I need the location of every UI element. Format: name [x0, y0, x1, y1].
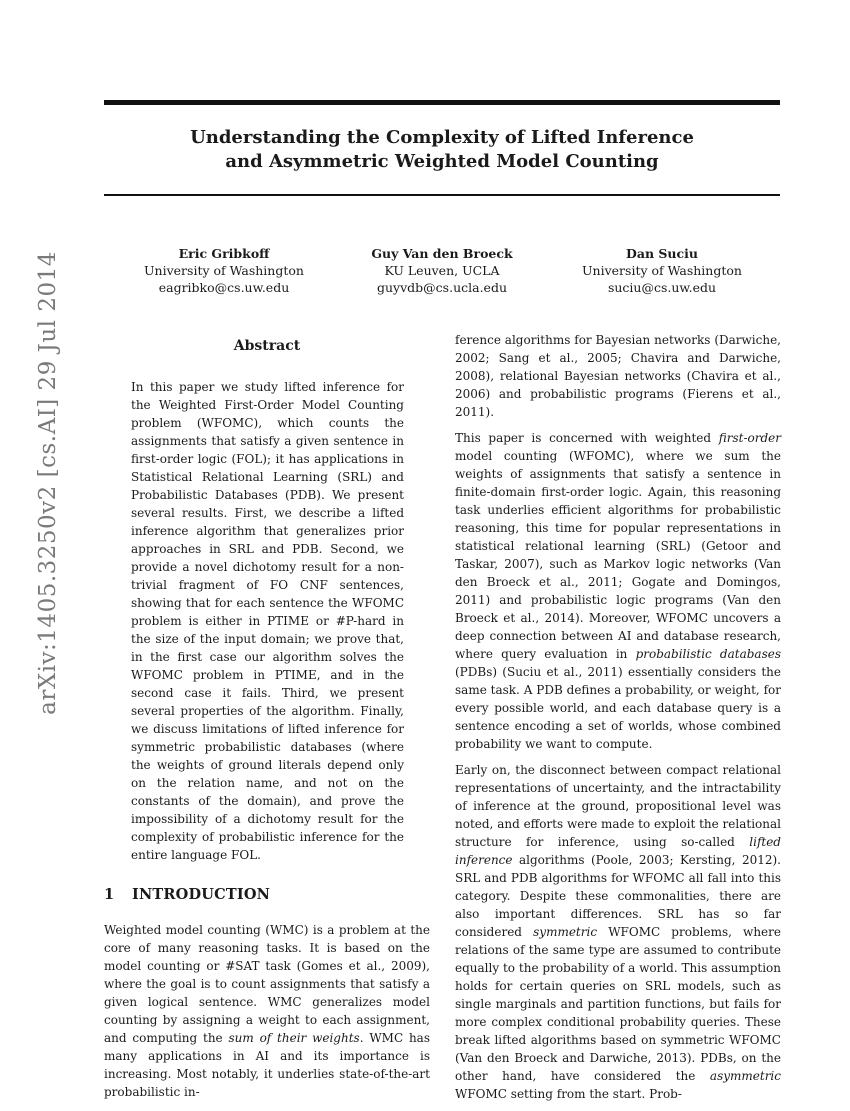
- section-heading-introduction: [104, 886, 430, 903]
- arxiv-id-text: arXiv:1405.3250v2 [cs.AI] 29 Jul 2014: [35, 251, 62, 715]
- author-affiliation: University of Washington: [144, 263, 304, 278]
- author-3: [547, 245, 777, 296]
- author-2: [327, 245, 557, 296]
- author-affiliation: University of Washington: [582, 263, 742, 278]
- arxiv-identifier-stamp: [28, 251, 68, 715]
- title-top-rule: [104, 100, 780, 105]
- author-email: guyvdb@cs.ucla.edu: [377, 280, 507, 295]
- intro-paragraph-1: Weighted model counting (WMC) is a problem at the core of many reasoning tasks. It is based on the model counting or #SAT task (Gomes et al., 2009), where the goal is to count assignments that satisfy a given logical sentence. WMC generalizes model counting by assigning a weight to each assignment, and computing the sum of their weights. WMC has many applications in AI and its importance is increasing. Most notably, it underlies state-of-the-art probabilistic in-: [104, 923, 430, 1099]
- right-column: [455, 331, 781, 1111]
- right-paragraph-0: ference algorithms for Bayesian networks (Darwiche, 2002; Sang et al., 2005; Chavira and Darwiche, 2008), relational Bayesian networks (Chavira et al., 2006) and probabilistic programs (Fierens et al., 2011).: [455, 333, 781, 419]
- author-name: Dan Suciu: [626, 246, 698, 261]
- author-email: eagribko@cs.uw.edu: [158, 280, 290, 295]
- author-name: Guy Van den Broeck: [371, 246, 513, 261]
- right-paragraph-1: This paper is concerned with weighted first-order model counting (WFOMC), where we sum the weights of assignments that satisfy a sentence in finite-domain first-order logic. Again, this reasoning task underlies efficient algorithms for probabilistic reasoning, this time for popular representations in statistical relational learning (SRL) (Getoor and Taskar, 2007), such as Markov logic networks (Van den Broeck et al., 2011; Gogate and Domingos, 2011) and probabilistic logic programs (Van den Broeck et al., 2014). Moreover, WFOMC uncovers a deep connection between AI and database research, where query evaluation in probabilistic databases (PDBs) (Suciu et al., 2011) essentially considers the same task. A PDB defines a probability, or weight, for every possible world, and each database query is a sentence encoding a set of worlds, whose combined probability we want to compute.: [455, 431, 782, 751]
- title-line-2: and Asymmetric Weighted Model Counting: [225, 151, 659, 172]
- section-title: INTRODUCTION: [132, 886, 271, 903]
- title-line-1: Understanding the Complexity of Lifted Inference: [190, 127, 694, 148]
- section-number: 1: [104, 886, 115, 903]
- paper-title: [104, 126, 780, 174]
- author-affiliation: KU Leuven, UCLA: [384, 263, 500, 278]
- author-1: [109, 245, 339, 296]
- right-paragraph-2: Early on, the disconnect between compact relational representations of uncertainty, and the intractability of inference at the ground, propositional level was noted, and efforts were made to exploit the relational structure for inference, using so-called lifted inference algorithms (Poole, 2003; Kersting, 2012). SRL and PDB algorithms for WFOMC all fall into this category. Despite these commonalities, there are also important differences. SRL has so far considered symmetric WFOMC problems, where relations of the same type are assumed to contribute equally to the probability of a world. This assumption holds for certain queries on SRL models, such as single marginals and partition functions, but fails for more complex conditional probability queries. These break lifted algorithms based on symmetric WFOMC (Van den Broeck and Darwiche, 2013). PDBs, on the other hand, have considered the asymmetric WFOMC setting from the start. Prob-: [455, 763, 781, 1101]
- author-name: Eric Gribkoff: [178, 246, 270, 261]
- left-column: [104, 338, 430, 1101]
- abstract-text: In this paper we study lifted inference for the Weighted First-Order Model Counting problem (WFOMC), which counts the assignments that satisfy a given sentence in first-order logic (FOL); it has applications in Statistical Relational Learning (SRL) and Probabilistic Databases (PDB). We present several results. First, we describe a lifted inference algorithm that generalizes prior approaches in SRL and PDB. Second, we provide a novel dichotomy result for a non-trivial fragment of FO CNF sentences, showing that for each sentence the WFOMC problem is either in PTIME or #P-hard in the size of the input domain; we prove that, in the first case our algorithm solves the WFOMC problem in PTIME, and in the second case it fails. Third, we present several properties of the algorithm. Finally, we discuss limitations of lifted inference for symmetric probabilistic databases (where the weights of ground literals depend only on the relation name, and not on the constants of the domain), and prove the impossibility of a dichotomy result for the complexity of probabilistic inference for the entire language FOL.: [131, 380, 404, 862]
- abstract-heading: Abstract: [233, 338, 301, 354]
- author-block: [104, 245, 780, 305]
- title-bottom-rule: [104, 194, 780, 196]
- author-email: suciu@cs.uw.edu: [607, 280, 717, 295]
